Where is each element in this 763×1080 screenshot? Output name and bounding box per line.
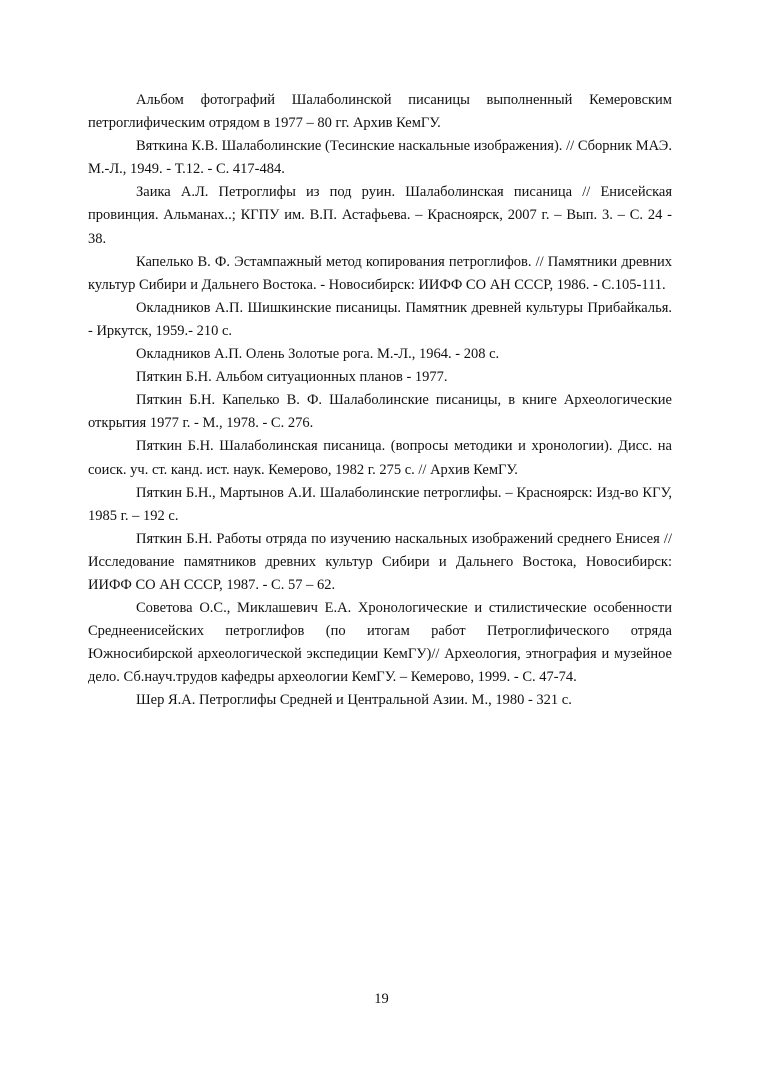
page-number: 19: [374, 991, 389, 1007]
reference-item: Пяткин Б.Н. Альбом ситуационных планов - 1977.: [136, 369, 448, 386]
reference-item: Советова О.С., Миклашевич Е.А. Хронологические и стилистические особенности Среднеенисейских петроглифов (по итогам работ Петроглифического отряда Южносибирской археологической экспедиции КемГУ)// Археология, этнография и музейное дело. Сб.науч.трудов кафедры археологии КемГУ. – Кемерово, 1999. - С. 47-74.: [88, 600, 672, 686]
reference-item: Пяткин Б.Н. Работы отряда по изучению наскальных изображений среднего Енисея // Исследование памятников древних культур Сибири и Дальнего Востока, Новосибирск: ИИФФ СО АН СССР, 1987. - С. 57 – 62.: [88, 530, 672, 593]
reference-item: Вяткина К.В. Шалаболинские (Тесинские наскальные изображения). // Сборник МАЭ. М.-Л., 1949. - Т.12. - С. 417-484.: [88, 138, 672, 178]
reference-item: Капелько В. Ф. Эстампажный метод копирования петроглифов. // Памятники древних культур Сибири и Дальнего Востока. - Новосибирск: ИИФФ СО АН СССР, 1986. - С.105-111.: [88, 253, 672, 293]
reference-item: Шер Я.А. Петроглифы Средней и Центральной Азии. М., 1980 - 321 с.: [136, 692, 572, 709]
reference-item: Пяткин Б.Н. Шалаболинская писаница. (вопросы методики и хронологии). Дисс. на соиск. уч. ст. канд. ист. наук. Кемерово, 1982 г. 275 с. // Архив КемГУ.: [88, 438, 672, 478]
reference-item: Окладников А.П. Олень Золотые рога. М.-Л., 1964. - 208 с.: [136, 346, 500, 363]
reference-list: [88, 89, 672, 713]
reference-item: Пяткин Б.Н., Мартынов А.И. Шалаболинские петроглифы. – Красноярск: Изд-во КГУ, 1985 г. – 192 с.: [88, 484, 672, 524]
reference-item: Альбом фотографий Шалаболинской писаницы выполненный Кемеровским петроглифическим отрядом в 1977 – 80 гг. Архив КемГУ.: [88, 92, 672, 132]
reference-item: Заика А.Л. Петроглифы из под руин. Шалаболинская писаница // Енисейская провинция. Альманах..; КГПУ им. В.П. Астафьева. – Красноярск, 2007 г. – Вып. 3. – С. 24 - 38.: [88, 184, 672, 247]
reference-item: Пяткин Б.Н. Капелько В. Ф. Шалаболинские писаницы, в книге Археологические открытия 1977 г. - М., 1978. - С. 276.: [88, 392, 672, 432]
reference-item: Окладников А.П. Шишкинские писаницы. Памятник древней культуры Прибайкалья. - Иркутск, 1959.- 210 с.: [88, 299, 672, 339]
